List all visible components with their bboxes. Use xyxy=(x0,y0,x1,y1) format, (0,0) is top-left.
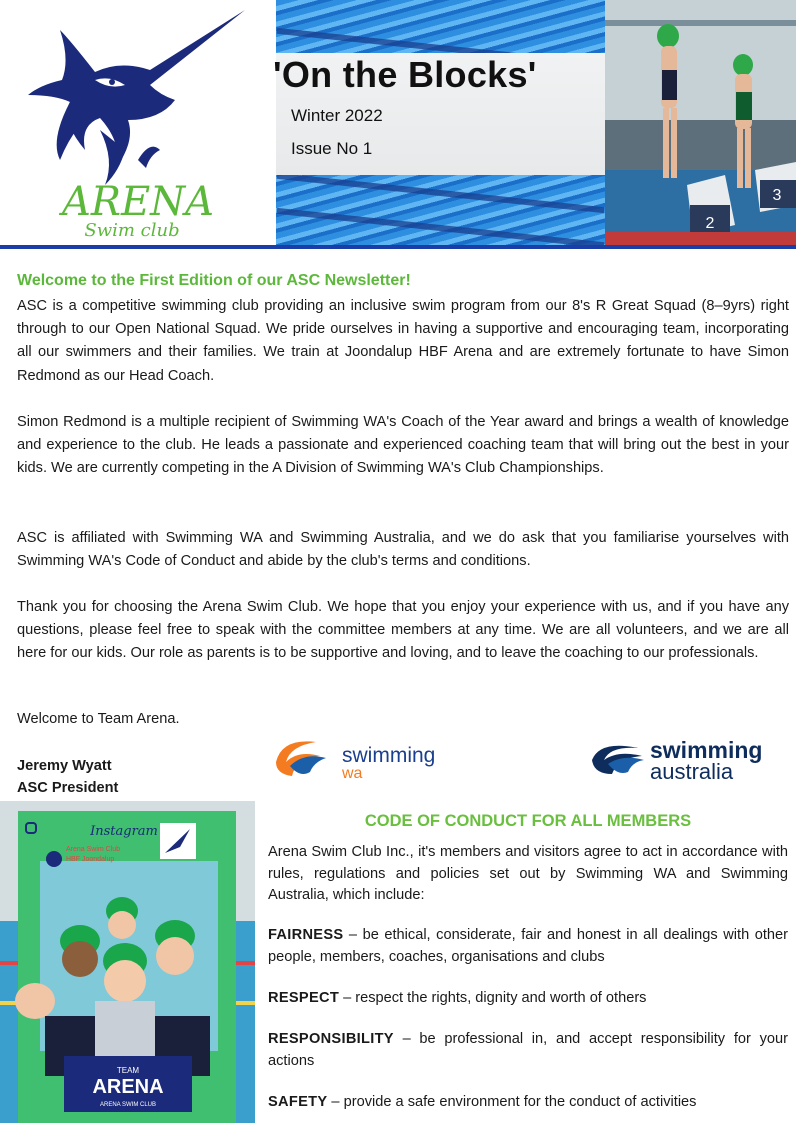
instagram-label: Instagram xyxy=(90,824,158,839)
welcome-paragraph-4: Thank you for choosing the Arena Swim Club. We hope that you enjoy your experience with us, and if you have any questions, please feel free to speak with the committee members at any time. We are all volunteers, and we are all here for our kids. Our role as parents is to be supportive and loving, and to leave the coaching to our professionals. xyxy=(17,599,789,662)
welcome-heading: Welcome to the First Edition of our ASC Newsletter! xyxy=(17,272,411,289)
sau-word: swimming xyxy=(650,737,763,763)
swimmers-on-blocks-photo xyxy=(605,0,796,246)
team-big: ARENA xyxy=(92,1076,164,1098)
swimming-australia-logo xyxy=(590,734,780,782)
conduct-item-respect xyxy=(268,988,788,1010)
conduct-text: – be professional in, and accept responsibility for your actions xyxy=(268,1031,788,1069)
frame-badge-line1: Arena Swim Club xyxy=(66,846,121,853)
team-arena-photo-frame xyxy=(0,801,255,1123)
signer-role: ASC President xyxy=(17,780,119,796)
conduct-term: RESPONSIBILITY xyxy=(268,1031,394,1047)
newsletter-title: 'On the Blocks' xyxy=(273,54,537,95)
swa-word: swimming xyxy=(342,744,436,767)
conduct-item-responsibility xyxy=(268,1029,788,1072)
conduct-term: FAIRNESS xyxy=(268,927,344,943)
signoff-line: Welcome to Team Arena. xyxy=(17,711,180,727)
signer-name: Jeremy Wyatt xyxy=(17,758,112,774)
marlin-icon xyxy=(0,0,276,246)
header-divider xyxy=(0,245,796,249)
team-sub: ARENA SWIM CLUB xyxy=(99,1102,157,1108)
code-of-conduct-heading: CODE OF CONDUCT FOR ALL MEMBERS xyxy=(364,812,692,830)
newsletter-header xyxy=(0,0,796,250)
logo-wordmark: ARENA xyxy=(61,179,215,225)
welcome-paragraph-3: ASC is affiliated with Swimming WA and Swimming Australia, and we do ask that you familiarise yourselves with Swimming WA's Code of Conduct and abide by the club's terms and conditions. xyxy=(17,530,789,570)
conduct-text: – respect the rights, dignity and worth of others xyxy=(339,990,647,1006)
issue-label: Issue No 1 xyxy=(291,139,373,158)
team-small: TEAM xyxy=(116,1066,140,1075)
code-of-conduct-intro: Arena Swim Club Inc., it's members and visitors agree to act in accordance with rules, regulations and policies set out by Swimming WA and Swimming Australia, which include: xyxy=(268,844,788,903)
block-number-3: 3 xyxy=(772,187,782,204)
conduct-term: SAFETY xyxy=(268,1094,328,1110)
conduct-text: – be ethical, considerate, fair and honest in all dealings with other people, members, coaches, organisations and clubs xyxy=(268,927,788,965)
conduct-term: RESPECT xyxy=(268,990,340,1006)
arena-logo xyxy=(0,0,276,246)
conduct-item-fairness xyxy=(268,925,788,968)
welcome-paragraph-1: ASC is a competitive swimming club providing an inclusive swim program from our 8's R Great Squad (8–9yrs) right through to our Open National Squad. We pride ourselves in having a supportive and encouraging team, incorporating all our swimmers and their families. We train at Joondalup HBF Arena and are extremely fortunate to have Simon Redmond as our Head Coach. xyxy=(17,298,789,384)
sau-sub: australia xyxy=(650,759,734,782)
conduct-item-safety xyxy=(268,1092,788,1114)
frame-badge-line2: HBF Joondalup xyxy=(66,856,115,863)
logo-subtitle: Swim club xyxy=(84,220,180,241)
conduct-text: – provide a safe environment for the conduct of activities xyxy=(327,1094,697,1110)
block-number-2: 2 xyxy=(705,215,715,232)
welcome-paragraph-2: Simon Redmond is a multiple recipient of Swimming WA's Coach of the Year award and brings a wealth of knowledge and experience to the club. He leads a passionate and experienced coaching team that will bring out the best in your kids. We are currently competing in the A Division of Swimming WA's Club Championships. xyxy=(17,414,789,477)
swimming-wa-logo xyxy=(270,732,450,784)
season-label: Winter 2022 xyxy=(291,106,383,125)
swa-sub: wa xyxy=(342,765,363,782)
